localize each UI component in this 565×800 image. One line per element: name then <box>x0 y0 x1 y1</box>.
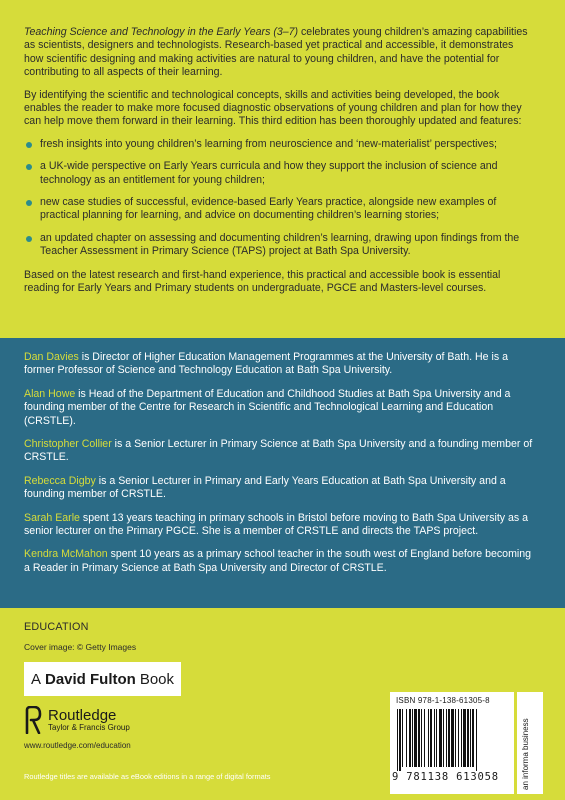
author-bio <box>24 475 535 502</box>
feature-item: fresh insights into young children’s learning from neuroscience and ‘new-materialist’ perspectives; <box>24 138 535 151</box>
author-bio-text: is Director of Higher Education Management Programmes at the University of Bath. He is a former Professor of Science and Technology Education at Bath Spa University. <box>24 351 508 377</box>
feature-item: a UK-wide perspective on Early Years curricula and how they support the inclusion of science and technology as an entitlement for young children; <box>24 160 535 187</box>
cover-credit: Cover image: © Getty Images <box>24 642 137 652</box>
features-list <box>24 138 535 259</box>
isbn: ISBN 978-1-138-61305-8 <box>396 696 490 705</box>
author-bio <box>24 388 535 428</box>
feature-item: new case studies of successful, evidence-based Early Years practice, alongside new examples of practical planning for learning, and advice on documenting children’s learning stories; <box>24 196 535 223</box>
author-bio <box>24 351 535 378</box>
second-paragraph: By identifying the scientific and technological concepts, skills and activities being developed, the book enables the reader to make more focused diagnostic observations of young children and plan for how they can help move them forward in their learning. This third edition has been thoroughly updated and features: <box>24 88 522 128</box>
informa-tag <box>517 692 543 794</box>
author-name: Dan Davies <box>24 351 79 363</box>
routledge-r-icon <box>24 706 42 734</box>
imprint-logo <box>24 662 181 696</box>
feature-item: an updated chapter on assessing and documenting children’s learning, drawing upon findings from the Teacher Assessment in Primary Science (TAPS) project at Bath Spa University. <box>24 232 535 259</box>
author-bio <box>24 438 535 465</box>
author-name: Christopher Collier <box>24 438 112 451</box>
author-bio-text: spent 10 years as a primary school teacher in the south west of England before becoming a Reader in Primary Science at Bath Spa University and Director of CRSTLE. <box>24 548 532 574</box>
publisher-group: Taylor & Francis Group <box>48 723 130 732</box>
author-name: Kendra McMahon <box>24 548 108 561</box>
author-bio-text: spent 13 years teaching in primary schools in Bristol before moving to Bath Spa University as a senior lecturer on the Primary PGCE. She is a member of CRSTLE and directs the TAPS project. <box>24 511 529 538</box>
subject-category: EDUCATION <box>24 621 89 633</box>
publisher-footer <box>0 608 565 800</box>
intro-paragraph <box>24 26 535 80</box>
informa-text: an informa business <box>521 718 530 790</box>
routledge-logo <box>24 706 130 734</box>
author-name: Alan Howe <box>24 387 76 400</box>
author-bio <box>24 512 535 539</box>
author-bio <box>24 548 535 575</box>
author-name: Sarah Earle <box>24 511 80 524</box>
author-bios-panel <box>0 338 565 608</box>
intro-text: celebrates young children’s amazing capabilities as scientists, designers and technologists. Research-based yet practical and accessible, it demonstrates how scientific designing and making activities are natural to young children, and have the potential for contributing to all aspects of their learning. <box>24 26 528 79</box>
author-bio-text: is a Senior Lecturer in Primary and Early Years Education at Bath Spa University and a founding member of CRSTLE. <box>24 474 506 501</box>
barcode-icon <box>395 709 509 771</box>
description-panel <box>0 0 565 338</box>
ebook-note: Routledge titles are available as eBook editions in a range of digital formats <box>24 772 271 781</box>
author-bio-text: is a Senior Lecturer in Primary Science at Bath Spa University and a founding member of CRSTLE. <box>24 438 533 464</box>
publisher-url: www.routledge.com/education <box>24 741 131 750</box>
imprint-suffix: Book <box>139 670 175 688</box>
imprint-name: David Fulton <box>44 670 136 688</box>
author-bio-text: is Head of the Department of Education and Childhood Studies at Bath Spa University and a founding member of the Centre for Research in Scientific and Technological Learning and Education (CRSTLE). <box>24 387 511 427</box>
closing-paragraph: Based on the latest research and first-hand experience, this practical and accessible book is essential reading for Early Years and Primary students on undergraduate, PGCE and Masters-level courses. <box>24 268 501 295</box>
book-title: Teaching Science and Technology in the Early Years (3–7) <box>24 26 299 38</box>
barcode-number: 9 781138 613058 <box>392 771 499 783</box>
publisher-name: Routledge <box>48 707 117 724</box>
barcode-box <box>390 692 514 794</box>
author-name: Rebecca Digby <box>24 474 96 487</box>
imprint-prefix: A <box>30 670 41 688</box>
